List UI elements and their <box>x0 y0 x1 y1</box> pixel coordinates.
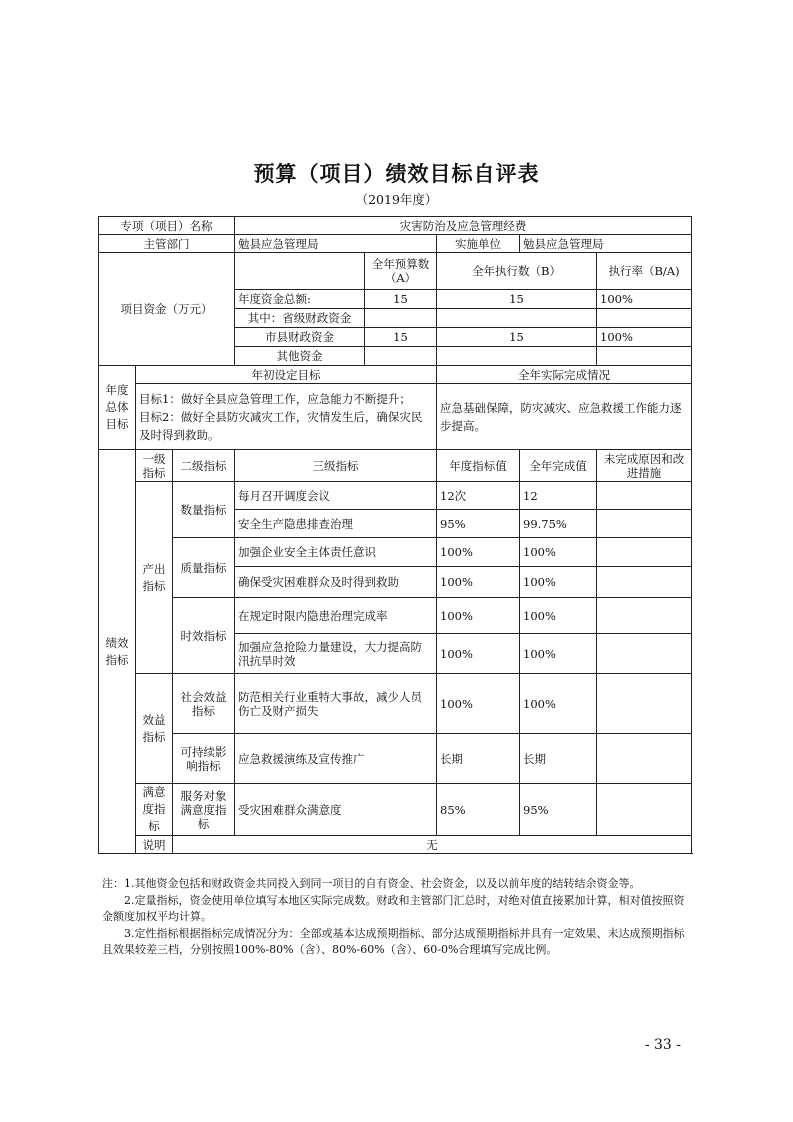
funds-col-rate: 执行率（B/A) <box>597 253 692 290</box>
indicator-done: 100% <box>520 538 597 567</box>
goal-2-text: 目标2：做好全县防灾减灾工作，灾情发生后，确保灾民及时得到救助。 <box>139 409 423 442</box>
indicator-done: 12 <box>520 482 597 510</box>
evaluation-table <box>98 216 692 854</box>
indicator-target: 100% <box>437 674 520 734</box>
indicator-target: 100% <box>437 598 520 634</box>
funds-label: 项目资金（万元） <box>99 253 235 366</box>
timeliness-indicator-label: 时效指标 <box>173 598 235 674</box>
funds-row-budget <box>365 347 437 366</box>
indicator-done: 长期 <box>520 734 597 784</box>
indicator-reason <box>597 734 692 784</box>
sustainability-label: 可持续影响指标 <box>173 734 235 784</box>
funds-row-rate: 100% <box>597 290 692 309</box>
indicator-done: 100% <box>520 674 597 734</box>
funds-row-exec: 15 <box>437 328 597 347</box>
satisfaction-indicators-label: 满意度指标 <box>136 784 173 836</box>
indicator-done: 100% <box>520 567 597 598</box>
indicator-reason <box>597 784 692 836</box>
project-name-value: 灾害防治及应急管理经费 <box>235 217 692 235</box>
indicator-done: 99.75% <box>520 510 597 538</box>
indicator-name: 每月召开调度会议 <box>235 482 437 510</box>
indicator-reason <box>597 482 692 510</box>
remark-label: 说明 <box>136 836 173 854</box>
indicator-name: 加强企业安全主体责任意识 <box>235 538 437 567</box>
note-2: 2.定量指标，资金使用单位填写本地区实际完成数。财政和主管部门汇总时，对绝对值直接累加计算，相对值按照资金额度加权平均计算。 <box>102 894 685 923</box>
header-reason: 未完成原因和改进措施 <box>597 450 692 482</box>
goals-actual-header: 全年实际完成情况 <box>437 366 692 384</box>
funds-row-rate <box>597 347 692 366</box>
page-number: - 33 - <box>644 1037 681 1053</box>
note-3: 3.定性指标根据指标完成情况分为：全部或基本达成预期指标、部分达成预期指标并具有一定效果、未达成预期指标且效果较差三档，分别按照100%-80%（含）、80%-60%（含）、60-0%合理填写完成比例。 <box>102 927 685 956</box>
funds-row-label: 市县财政资金 <box>235 328 365 347</box>
indicator-reason <box>597 538 692 567</box>
indicator-target: 100% <box>437 538 520 567</box>
quality-indicator-label: 质量指标 <box>173 538 235 598</box>
indicator-target: 100% <box>437 634 520 674</box>
goals-plan-text <box>136 384 437 450</box>
funds-row-label: 年度资金总额: <box>235 290 365 309</box>
dept-value: 勉县应急管理局 <box>235 235 437 253</box>
header-level2: 二级指标 <box>173 450 235 482</box>
indicator-done: 95% <box>520 784 597 836</box>
indicator-name: 防范相关行业重特大事故，减少人员伤亡及财产损失 <box>235 674 437 734</box>
funds-col-budget: 全年预算数（A） <box>365 253 437 290</box>
notes <box>102 876 694 959</box>
funds-row-label: 其他资金 <box>235 347 365 366</box>
impl-unit-label: 实施单位 <box>437 235 520 253</box>
indicator-target: 12次 <box>437 482 520 510</box>
funds-row-exec: 15 <box>437 290 597 309</box>
indicator-target: 85% <box>437 784 520 836</box>
indicator-reason <box>597 634 692 674</box>
indicator-reason <box>597 598 692 634</box>
remark-value: 无 <box>173 836 692 854</box>
funds-row-budget <box>365 309 437 328</box>
funds-header-blank <box>235 253 365 290</box>
funds-row-label: 其中：省级财政资金 <box>235 309 365 328</box>
funds-col-exec: 全年执行数（B） <box>437 253 597 290</box>
indicator-reason <box>597 567 692 598</box>
header-target: 年度指标值 <box>437 450 520 482</box>
indicator-name: 受灾困难群众满意度 <box>235 784 437 836</box>
goal-1-text: 目标1：做好全县应急管理工作，应急能力不断提升； <box>139 391 411 406</box>
funds-row-rate: 100% <box>597 328 692 347</box>
note-1: 注：1.其他资金包括和财政资金共同投入到同一项目的自有资金、社会资金，以及以前年度的结转结余资金等。 <box>102 877 641 890</box>
document-year: （2019年度） <box>355 192 438 207</box>
indicator-reason <box>597 674 692 734</box>
funds-row-rate <box>597 309 692 328</box>
dept-label: 主管部门 <box>99 235 235 253</box>
indicator-target: 长期 <box>437 734 520 784</box>
indicator-target: 100% <box>437 567 520 598</box>
quantity-indicator-label: 数量指标 <box>173 482 235 538</box>
indicator-name: 在规定时限内隐患治理完成率 <box>235 598 437 634</box>
service-satisfaction-label: 服务对象满意度指标 <box>173 784 235 836</box>
perf-indicators-label: 绩效指标 <box>99 450 136 854</box>
effect-indicators-label: 效益指标 <box>136 674 173 784</box>
header-done: 全年完成值 <box>520 450 597 482</box>
project-name-label: 专项（项目）名称 <box>99 217 235 235</box>
indicator-target: 95% <box>437 510 520 538</box>
funds-row-budget: 15 <box>365 328 437 347</box>
indicator-name: 安全生产隐患排查治理 <box>235 510 437 538</box>
indicator-reason <box>597 510 692 538</box>
document-title: 预算（项目）绩效目标自评表 <box>253 161 540 186</box>
impl-unit-value: 勉县应急管理局 <box>520 235 692 253</box>
goals-actual-text: 应急基础保障，防灾减灾、应急救援工作能力逐步提高。 <box>437 384 692 450</box>
header-level1: 一级指标 <box>136 450 173 482</box>
indicator-name: 应急救援演练及宣传推广 <box>235 734 437 784</box>
indicator-name: 加强应急抢险力量建设，大力提高防汛抗旱时效 <box>235 634 437 674</box>
indicator-name: 确保受灾困难群众及时得到救助 <box>235 567 437 598</box>
annual-goals-label: 年度总体目标 <box>99 366 136 450</box>
output-indicators-label: 产出指标 <box>136 482 173 674</box>
funds-row-exec <box>437 347 597 366</box>
indicator-done: 100% <box>520 598 597 634</box>
header-level3: 三级指标 <box>235 450 437 482</box>
funds-row-exec <box>437 309 597 328</box>
social-benefit-label: 社会效益指标 <box>173 674 235 734</box>
indicator-done: 100% <box>520 634 597 674</box>
funds-row-budget: 15 <box>365 290 437 309</box>
goals-plan-header: 年初设定目标 <box>136 366 437 384</box>
